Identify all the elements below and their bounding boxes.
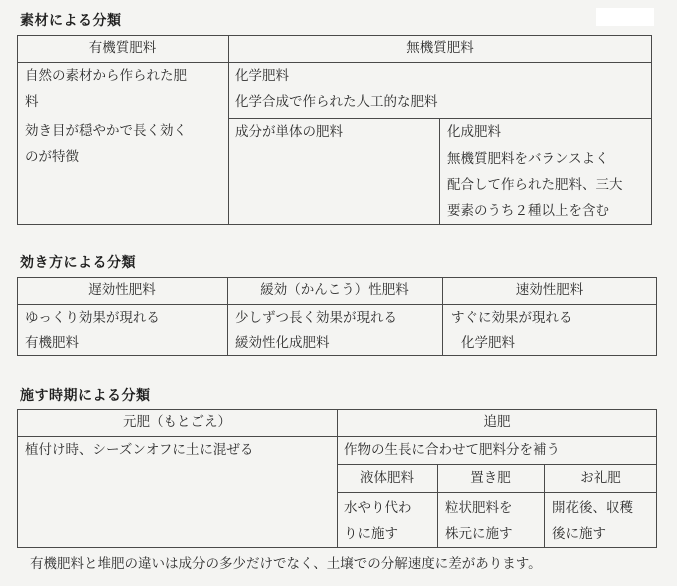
organic-header: 有機質肥料 — [88, 40, 157, 56]
placement-fertilizer-line1: 粒状肥料を — [445, 500, 513, 516]
inorganic-desc: 化学合成で作られた人工的な肥料 — [235, 94, 438, 110]
corner-label-patch — [596, 8, 654, 26]
slow-release-header: 遅効性肥料 — [88, 282, 156, 298]
section-heading-material: 素材による分類 — [20, 13, 122, 29]
controlled-release-example: 緩効性化成肥料 — [235, 335, 330, 351]
thanks-fertilizer-line2: 後に施す — [552, 526, 606, 542]
organic-desc-line3: 効き目が穏やかで長く効く — [25, 123, 187, 139]
inorganic-term: 化学肥料 — [235, 68, 289, 84]
fast-acting-header: 速効性肥料 — [515, 282, 584, 298]
single-component-label: 成分が単体の肥料 — [235, 124, 343, 140]
organic-desc-line4: のが特徴 — [25, 149, 79, 165]
slow-release-example: 有機肥料 — [25, 335, 79, 351]
controlled-release-desc: 少しずつ長く効果が現れる — [235, 310, 397, 326]
material-col-divider — [228, 35, 229, 225]
fast-acting-example: 化学肥料 — [461, 335, 515, 351]
compound-line3: 要素のうち２種以上を含む — [447, 203, 609, 219]
section-heading-timing: 施す時期による分類 — [20, 388, 151, 404]
organic-desc-line2: 料 — [25, 94, 39, 110]
inorganic-sub-divider — [439, 118, 440, 225]
section-heading-effect: 効き方による分類 — [20, 255, 136, 271]
organic-desc-line1: 自然の素材から作られた肥 — [25, 68, 187, 84]
topdress-sub-header-divider — [337, 492, 657, 493]
fast-acting-desc: すぐに効果が現れる — [451, 310, 573, 326]
liquid-fertilizer-header: 液体肥料 — [360, 470, 414, 486]
placement-fertilizer-header: 置き肥 — [470, 470, 511, 486]
liquid-fertilizer-line2: りに施す — [344, 526, 398, 542]
slow-release-desc: ゆっくり効果が現れる — [25, 310, 160, 326]
base-fertilizer-desc: 植付け時、シーズンオフに土に混ぜる — [25, 442, 254, 458]
compound-line1: 無機質肥料をバランスよく — [447, 151, 609, 167]
footnote: 有機肥料と堆肥の違いは成分の多少だけでなく、土壌での分解速度に差があります。 — [30, 556, 542, 572]
inorganic-header: 無機質肥料 — [406, 40, 474, 56]
top-dressing-desc: 作物の生長に合わせて肥料分を補う — [344, 442, 560, 458]
liquid-fertilizer-line1: 水やり代わ — [344, 500, 412, 516]
compound-line2: 配合して作られた肥料、三大 — [447, 177, 623, 193]
top-dressing-header: 追肥 — [483, 414, 511, 430]
compound-title: 化成肥料 — [447, 124, 501, 140]
base-fertilizer-header: 元肥（もとごえ） — [123, 414, 231, 430]
thanks-fertilizer-line1: 開花後、収穫 — [552, 500, 633, 516]
thanks-fertilizer-header: お礼肥 — [580, 470, 621, 486]
placement-fertilizer-line2: 株元に施す — [445, 526, 513, 542]
controlled-release-header: 緩効（かんこう）性肥料 — [260, 282, 409, 298]
